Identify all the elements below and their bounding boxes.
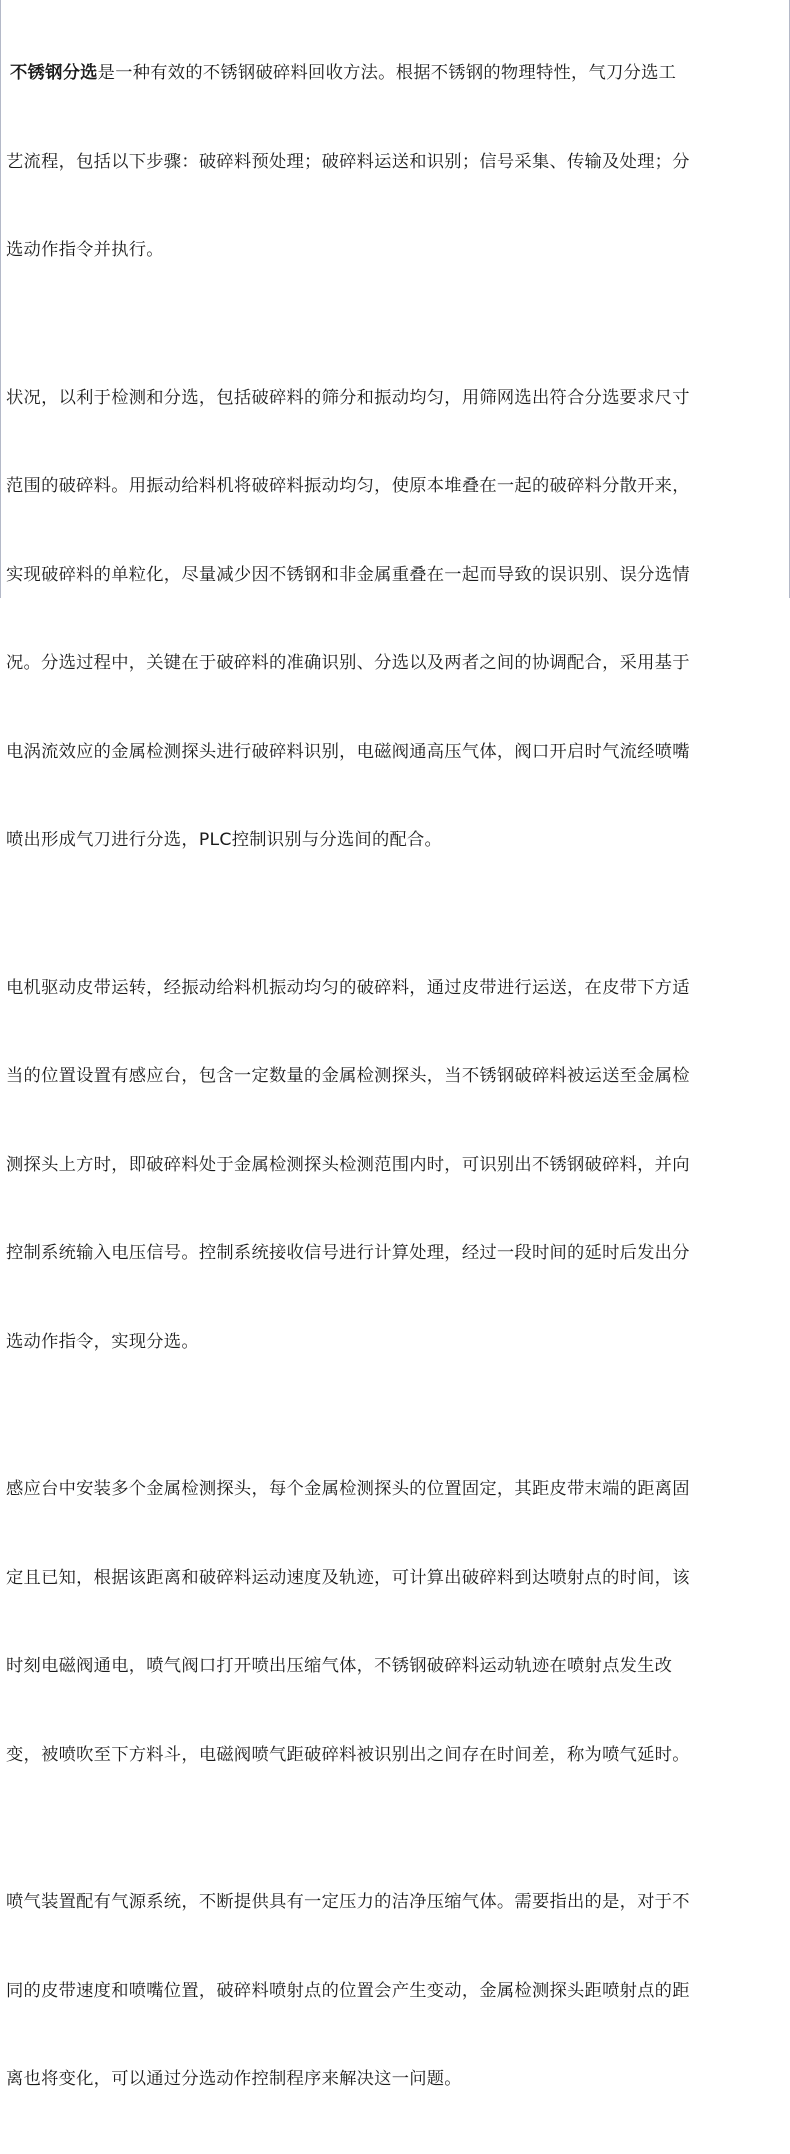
paragraph-air-supply [6, 1829, 784, 2154]
text-line: 状况，以利于检测和分选，包括破碎料的筛分和振动均匀，用筛网选出符合分选要求尺寸 [6, 387, 690, 408]
text-line: 控制系统输入电压信号。控制系统接收信号进行计算处理，经过一段时间的延时后发出分 [6, 1243, 690, 1263]
page-border-left [0, 0, 1, 598]
paragraph-transport [6, 915, 784, 1417]
text-line: 当的位置设置有感应台，包含一定数量的金属检测探头，当不锈钢破碎料被运送至金属检 [6, 1066, 690, 1086]
text-line [6, 59, 784, 89]
text-line: 范围的破碎料。用振动给料机将破碎料振动均匀，使原本堆叠在一起的破碎料分散开来， [6, 476, 690, 496]
text-line: 喷出形成气刀进行分选，PLC控制识别与分选间的配合。 [6, 830, 443, 850]
paragraph-sensing [6, 1416, 784, 1829]
text-line: 实现破碎料的单粒化，尽量减少因不锈钢和非金属重叠在一起而导致的误识别、误分选情 [6, 564, 690, 585]
text-line: 同的皮带速度和喷嘴位置，破碎料喷射点的位置会产生变动，金属检测探头距喷射点的距 [6, 1980, 690, 2001]
text-line-content: 是一种有效的不锈钢破碎料回收方法。根据不锈钢的物理特性，气刀分选工 [97, 63, 677, 83]
text-line: 况。分选过程中，关键在于破碎料的准确识别、分选以及两者之间的协调配合，采用基于 [6, 653, 690, 673]
paragraph-intro [6, 0, 784, 325]
paragraph-preprocessing [6, 325, 784, 915]
text-line: 艺流程，包括以下步骤：破碎料预处理；破碎料运送和识别；信号采集、传输及处理；分 [6, 151, 690, 172]
text-line: 定且已知，根据该距离和破碎料运动速度及轨迹，可计算出破碎料到达喷射点的时间，该 [6, 1567, 690, 1588]
text-line: 感应台中安装多个金属检测探头，每个金属检测探头的位置固定，其距皮带末端的距离固 [6, 1479, 690, 1499]
lead-term: 不锈钢分选 [10, 63, 98, 83]
text-line: 电机驱动皮带运转，经振动给料机振动均匀的破碎料，通过皮带进行运送，在皮带下方适 [6, 977, 690, 998]
text-line: 时刻电磁阀通电，喷气阀口打开喷出压缩气体，不锈钢破碎料运动轨迹在喷射点发生改 [6, 1656, 673, 1676]
text-line: 选动作指令，实现分选。 [6, 1331, 199, 1352]
text-line: 变，被喷吹至下方料斗，电磁阀喷气距破碎料被识别出之间存在时间差，称为喷气延时。 [6, 1744, 690, 1765]
text-line: 测探头上方时，即破碎料处于金属检测探头检测范围内时，可识别出不锈钢破碎料，并向 [6, 1154, 690, 1175]
text-line: 电涡流效应的金属检测探头进行破碎料识别，电磁阀通高压气体，阀口开启时气流经喷嘴 [6, 741, 690, 762]
text-line: 喷气装置配有气源系统，不断提供具有一定压力的洁净压缩气体。需要指出的是，对于不 [6, 1892, 690, 1912]
text-line: 离也将变化，可以通过分选动作控制程序来解决这一问题。 [6, 2069, 462, 2089]
article-body [6, 0, 784, 2154]
text-line: 选动作指令并执行。 [6, 240, 164, 260]
